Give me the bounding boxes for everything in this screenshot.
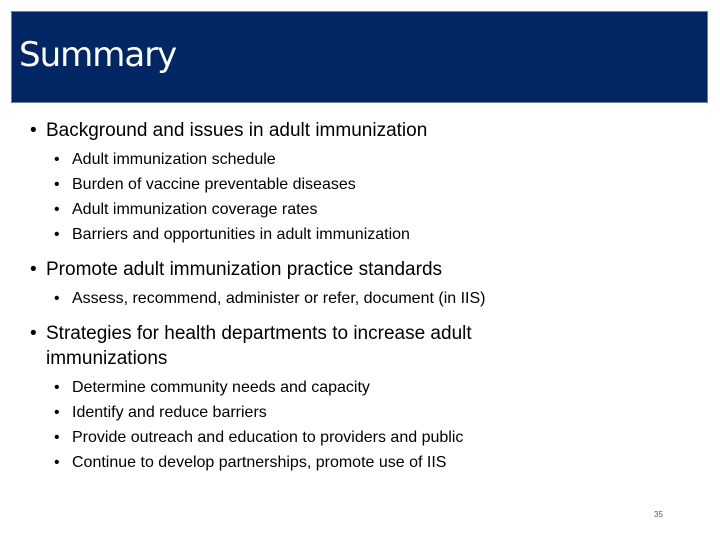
outline-group-background [30, 118, 590, 247]
sub-item-text: Determine community needs and capacity [72, 379, 370, 396]
sub-item [54, 425, 570, 450]
bullet-icon: • [30, 120, 37, 141]
outline-item-text: Strategies for health departments to increase adult immunizations [46, 323, 472, 369]
sub-item [54, 400, 570, 425]
sub-list [30, 375, 570, 475]
sub-item-text: Provide outreach and education to providers and public [72, 429, 464, 446]
sub-item [54, 450, 570, 475]
bullet-icon: • [54, 226, 60, 243]
bullet-icon: • [30, 259, 37, 280]
sub-item-text: Adult immunization coverage rates [72, 201, 318, 218]
sub-item [54, 197, 590, 222]
sub-item-text: Barriers and opportunities in adult immunization [72, 226, 410, 243]
bullet-icon: • [54, 379, 60, 396]
sub-list [30, 286, 590, 311]
sub-item [54, 172, 590, 197]
page-number: 35 [654, 510, 663, 519]
bullet-icon: • [54, 429, 60, 446]
sub-item-text: Burden of vaccine preventable diseases [72, 176, 356, 193]
outline-item [30, 118, 590, 143]
outline-item [30, 321, 570, 371]
sub-item-text: Assess, recommend, administer or refer, document (in IIS) [72, 290, 486, 307]
sub-item [54, 222, 590, 247]
outline-group-standards [30, 257, 590, 311]
bullet-icon: • [54, 290, 60, 307]
bullet-icon: • [54, 176, 60, 193]
sub-item [54, 147, 590, 172]
title-bar [11, 11, 708, 103]
bullet-icon: • [54, 201, 60, 218]
outline-item-text: Promote adult immunization practice standards [46, 259, 443, 280]
sub-item-text: Continue to develop partnerships, promote use of IIS [72, 454, 447, 471]
sub-item-text: Identify and reduce barriers [72, 404, 267, 421]
outline-item-text: Background and issues in adult immunization [46, 120, 428, 141]
sub-item [54, 375, 570, 400]
bullet-icon: • [30, 323, 37, 344]
bullet-icon: • [54, 404, 60, 421]
outline-group-strategies [30, 321, 570, 475]
sub-item [54, 286, 590, 311]
slide-title: Summary [19, 35, 177, 75]
slide-content [30, 118, 590, 481]
sub-item-text: Adult immunization schedule [72, 151, 276, 168]
outline-item [30, 257, 590, 282]
sub-list [30, 147, 590, 247]
bullet-icon: • [54, 454, 60, 471]
bullet-icon: • [54, 151, 60, 168]
